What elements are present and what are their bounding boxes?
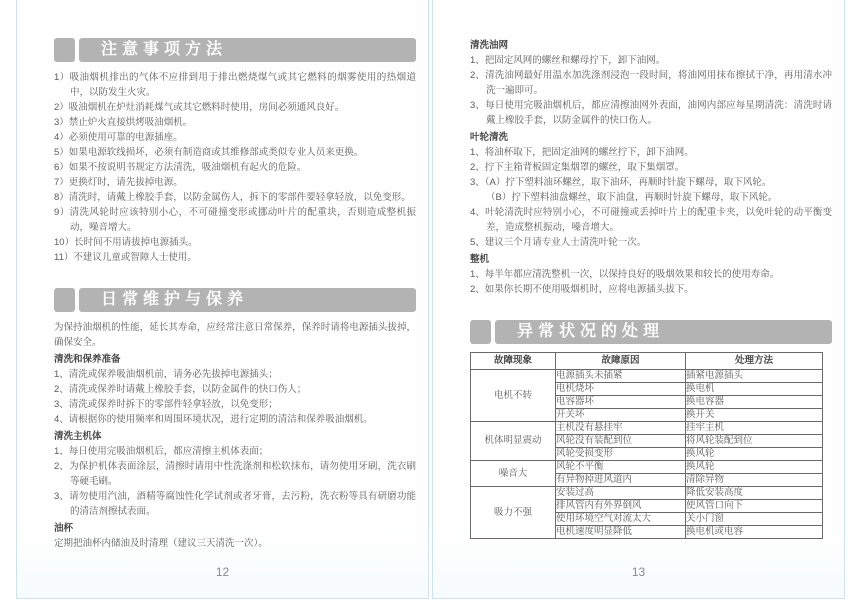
banner-square-decoration — [54, 38, 75, 62]
remedy-cell: 换开关 — [686, 409, 823, 422]
list-item: 3）禁止炉火直接烘烤吸油烟机。 — [54, 117, 193, 128]
subsection-heading: 清洗和保养准备 — [54, 354, 121, 365]
fault-cause-cell: 排风管内有外界倒风 — [556, 500, 686, 513]
remedy-cell: 降低安装高度 — [686, 487, 823, 500]
list-item: 3、请勿使用汽油，酒精等腐蚀性化学试剂或者牙膏，去污粉，洗衣粉等具有研磨功能的清洁剂擦拭表面。 — [54, 491, 416, 517]
table-row — [471, 370, 823, 383]
table-header-row — [471, 353, 823, 370]
list-item: 4、叶轮清洗时应特别小心，不可碰撞或丢掉叶片上的配重卡夹，以免叶轮的动平衡变差，造成整机振动，噪音增大。 — [470, 207, 832, 233]
list-item: 5、建议三个月请专业人士清洗叶轮一次。 — [470, 237, 647, 248]
list-item: 2、为保护机体表面涂层，清擦时请用中性洗涤剂和松软抹布，请勿使用牙刷，洗衣刷等硬毛刷。 — [54, 461, 416, 487]
list-item: 1、清洗或保养吸油烟机前，请务必先拔掉电源插头； — [54, 369, 278, 380]
remedy-cell: 换风轮 — [686, 448, 823, 461]
fault-cause-cell: 电机速度明显降低 — [556, 526, 686, 539]
fault-cause-cell: 有异物掉进风道内 — [556, 474, 686, 487]
page-number-right: 13 — [631, 565, 646, 579]
section-title: 注意事项方法 — [101, 41, 228, 58]
remedy-cell: 换电容器 — [686, 396, 823, 409]
manual-page-left — [16, 0, 429, 599]
list-item: 2）吸油烟机在炉灶消耗煤气或其它燃料时使用，房间必须通风良好。 — [54, 102, 345, 113]
table-row — [471, 487, 823, 500]
list-item-continuation: （B）拧下塑料油盘螺丝，取下油盘，再顺时针旋下螺母，取下风轮。 — [486, 192, 778, 203]
table-row — [471, 461, 823, 474]
section-title: 异常状况的处理 — [517, 323, 665, 340]
list-item: 3、（A）拧下塑料油环螺丝，取下油环，再顺时针旋下螺母，取下风轮。 — [470, 177, 772, 188]
fault-cause-cell: 安装过高 — [556, 487, 686, 500]
list-item: 4）必须使用可靠的电源插座。 — [54, 132, 183, 143]
section-banner — [54, 38, 416, 62]
list-item: 8）清洗时，请戴上橡胶手套，以防金属伤人，拆下的零部件要轻拿轻放，以免变形。 — [54, 192, 411, 203]
list-item: 1、每日使用完吸油烟机后，都应清擦主机体表面； — [54, 446, 269, 457]
fault-phenomenon-cell: 吸力不强 — [471, 487, 556, 539]
list-item: 1）吸油烟机排出的气体不应排到用于排出燃烧煤气或其它燃料的烟雾使用的热烟道中，以防发生火灾。 — [54, 72, 416, 98]
list-item: 6）如果不按说明书规定方法清洗，吸油烟机有起火的危险。 — [54, 162, 307, 173]
list-item: 10）长时间不用请拔掉电源插头。 — [54, 237, 198, 248]
paragraph: 为保持油烟机的性能，延长其寿命，应经常注意日常保养，保养时请将电源插头拔掉，确保安全。 — [54, 322, 416, 348]
table-row — [471, 422, 823, 435]
subsection-heading: 油杯 — [54, 523, 74, 534]
table-header-cell: 处理方法 — [686, 353, 823, 370]
page-number-left: 12 — [215, 565, 230, 579]
list-item: 1、每半年都应清洗整机一次，以保持良好的吸烟效果和较长的使用寿命。 — [470, 269, 780, 280]
section-banner — [54, 288, 416, 312]
fault-cause-cell: 电机烧坏 — [556, 383, 686, 396]
section-banner — [470, 320, 832, 344]
fault-cause-cell: 主机没有悬挂牢 — [556, 422, 686, 435]
fault-cause-cell: 风轮没有装配到位 — [556, 435, 686, 448]
remedy-cell: 换风轮 — [686, 461, 823, 474]
troubleshooting-table — [470, 352, 823, 539]
fault-cause-cell: 电容器坏 — [556, 396, 686, 409]
remedy-cell: 换电机 — [686, 383, 823, 396]
banner-bar — [495, 320, 832, 344]
fault-cause-cell: 电源插头未插紧 — [556, 370, 686, 383]
section-title: 日常维护与保养 — [101, 291, 249, 308]
list-item: 2、清洗油网最好用温水加洗涤剂浸泡一段时间，将油网用抹布擦拭干净，再用清水冲洗一遍即可。 — [470, 70, 832, 96]
paragraph: 定期把油杯内储油及时清理（建议三天清洗一次）。 — [54, 538, 268, 549]
banner-bar — [79, 38, 416, 62]
table-header-cell: 故障现象 — [471, 353, 556, 370]
subsection-heading: 整机 — [470, 254, 490, 265]
remedy-cell: 使风管口向下 — [686, 500, 823, 513]
list-item: 3、每日使用完吸油烟机后，都应清擦油网外表面，油网内部应每星期清洗：清洗时请戴上橡胶手套，以防金属件的快口伤人。 — [470, 100, 832, 126]
page-right-content — [433, 38, 844, 539]
fault-cause-cell: 使用环境空气对流太大 — [556, 513, 686, 526]
fault-cause-cell: 开关坏 — [556, 409, 686, 422]
banner-square-decoration — [470, 320, 491, 344]
page-left-content — [17, 38, 428, 551]
list-item: 2、清洗或保养时请戴上橡胶手套，以防金属件的快口伤人； — [54, 384, 307, 395]
fault-cause-cell: 风轮受损变形 — [556, 448, 686, 461]
remedy-cell: 清除异物 — [686, 474, 823, 487]
manual-page-right — [432, 0, 845, 599]
subsection-heading: 清洗油网 — [470, 40, 509, 51]
fault-phenomenon-cell: 噪音大 — [471, 461, 556, 487]
list-item: 9）清洗风轮时应该特别小心，不可碰撞变形或挪动叶片的配重块，否则造成整机振动，噪音增大。 — [54, 207, 416, 233]
list-item: 1、将油杯取下，把固定油网的螺丝拧下，卸下油网。 — [470, 147, 694, 158]
remedy-cell: 关小门窗 — [686, 513, 823, 526]
remedy-cell: 挂牢主机 — [686, 422, 823, 435]
list-item: 2、如果你长期不使用吸烟机时，应将电源插头拔下。 — [470, 284, 694, 295]
remedy-cell: 将风轮装配到位 — [686, 435, 823, 448]
banner-square-decoration — [54, 288, 75, 312]
list-item: 1、把固定风网的螺丝和螺母拧下，卸下油网。 — [470, 55, 666, 66]
list-item: 7）更换灯时，请先拔掉电源。 — [54, 177, 183, 188]
list-item: 11）不建议儿童或智障人士使用。 — [54, 252, 197, 263]
banner-bar — [79, 288, 416, 312]
fault-phenomenon-cell: 电机不转 — [471, 370, 556, 422]
remedy-cell: 插紧电源插头 — [686, 370, 823, 383]
list-item: 3、清洗或保养时拆下的零部件轻拿轻放，以免变形； — [54, 399, 278, 410]
list-item: 5）如果电源软线损坏，必须有制造商或其维修部或类似专业人员来更换。 — [54, 147, 364, 158]
list-item: 2、拧下主箱背板固定集烟罩的螺丝，取下集烟罩。 — [470, 162, 685, 173]
table-header-cell: 故障原因 — [556, 353, 686, 370]
fault-cause-cell: 风轮不平衡 — [556, 461, 686, 474]
subsection-heading: 叶轮清洗 — [470, 132, 509, 143]
remedy-cell: 换电机或电容 — [686, 526, 823, 539]
list-item: 4、请根据你的使用频率和周围环境状况，进行定期的清洁和保养吸油烟机。 — [54, 414, 373, 425]
subsection-heading: 清洗主机体 — [54, 431, 102, 442]
fault-phenomenon-cell: 机体明显震动 — [471, 422, 556, 461]
